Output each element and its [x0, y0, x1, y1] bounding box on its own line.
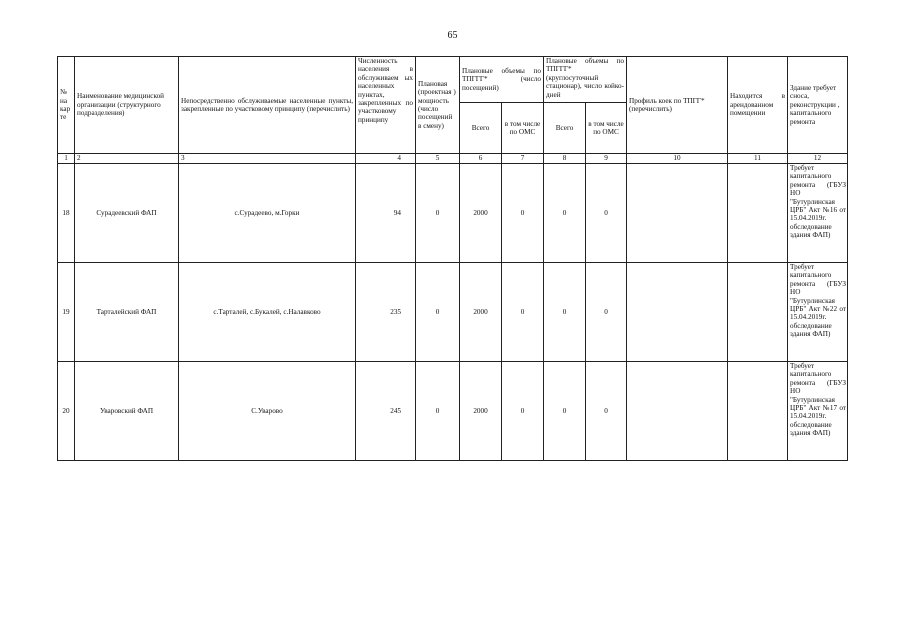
- population: 94: [356, 164, 416, 263]
- visits-total: 2000: [460, 164, 502, 263]
- table-row: [58, 164, 848, 263]
- column-number: 10: [627, 154, 728, 164]
- table-row: [58, 362, 848, 461]
- column-number: 11: [728, 154, 788, 164]
- settlements: С.Уварово: [179, 362, 356, 461]
- column-number: 6: [460, 154, 502, 164]
- column-number: 2: [75, 154, 179, 164]
- header-rented: Находится в арендованном помещении: [728, 57, 788, 154]
- header-visits-total: Всего: [460, 103, 502, 154]
- header-visits-oms: в том числе по ОМС: [502, 103, 544, 154]
- capacity: 0: [416, 164, 460, 263]
- header-bed-profile: Профиль коек по ТПГГ* (перечислить): [627, 57, 728, 154]
- column-number: 12: [788, 154, 848, 164]
- rented: [728, 362, 788, 461]
- row-number: 18: [58, 164, 75, 263]
- organization-name: Уваровский ФАП: [75, 362, 179, 461]
- column-number: 3: [179, 154, 356, 164]
- header-settlements: Непосредственно обслуживаемые населенные пункты, закрепленные по участковому принципу (перечислить): [179, 57, 356, 154]
- column-number: 1: [58, 154, 75, 164]
- header-card-number: № на кар те: [58, 57, 75, 154]
- settlements: с.Тарталей, с.Букалей, с.Налавково: [179, 263, 356, 362]
- population: 235: [356, 263, 416, 362]
- reconstruction-note: Требует капитального ремонта (ГБУЗ НО "Бутурлинская ЦРБ" Акт №22 от 15.04.2019г. обследование здания ФАП): [788, 263, 848, 362]
- bed-profile: [627, 263, 728, 362]
- beds-oms: 0: [586, 164, 627, 263]
- header-organization: Наименование медицинской организации (структурного подразделения): [75, 57, 179, 154]
- settlements: с.Сурадеево, м.Горки: [179, 164, 356, 263]
- rented: [728, 164, 788, 263]
- capacity: 0: [416, 362, 460, 461]
- header-beds-total: Всего: [544, 103, 586, 154]
- beds-total: 0: [544, 362, 586, 461]
- header-beds-group: Плановые объемы по ТПГГГ* (круглосуточный стационар), число койко-дней: [544, 57, 627, 103]
- reconstruction-note: Требует капитального ремонта (ГБУЗ НО "Бутурлинская ЦРБ" Акт №17 от 15.04.2019г. обследование здания ФАП): [788, 362, 848, 461]
- reconstruction-note: Требует капитального ремонта (ГБУЗ НО "Бутурлинская ЦРБ" Акт №16 от 15.04.2019г. обследование здания ФАП): [788, 164, 848, 263]
- page-number: 65: [447, 30, 458, 41]
- column-number: 9: [586, 154, 627, 164]
- header-visits-group: Плановые объемы по ТПГГГ* (число посещений): [460, 57, 544, 103]
- visits-oms: 0: [502, 362, 544, 461]
- column-number: 5: [416, 154, 460, 164]
- table-row: [58, 263, 848, 362]
- column-number: 8: [544, 154, 586, 164]
- fap-table: [57, 56, 848, 461]
- header-beds-oms: в том числе по ОМС: [586, 103, 627, 154]
- bed-profile: [627, 164, 728, 263]
- beds-oms: 0: [586, 362, 627, 461]
- beds-oms: 0: [586, 263, 627, 362]
- beds-total: 0: [544, 164, 586, 263]
- rented: [728, 263, 788, 362]
- row-number: 20: [58, 362, 75, 461]
- row-number: 19: [58, 263, 75, 362]
- column-number: 4: [356, 154, 416, 164]
- header-reconstruction: Здание требует сноса, реконструкции , капитального ремонта: [788, 57, 848, 154]
- header-capacity: Плановая (проектная ) мощность (число посещений в смену): [416, 57, 460, 154]
- visits-oms: 0: [502, 263, 544, 362]
- capacity: 0: [416, 263, 460, 362]
- visits-total: 2000: [460, 362, 502, 461]
- visits-oms: 0: [502, 164, 544, 263]
- bed-profile: [627, 362, 728, 461]
- organization-name: Сурадеевский ФАП: [75, 164, 179, 263]
- visits-total: 2000: [460, 263, 502, 362]
- column-number: 7: [502, 154, 544, 164]
- organization-name: Тарталейский ФАП: [75, 263, 179, 362]
- population: 245: [356, 362, 416, 461]
- header-population: Численность населения в обслуживаем ых населенных пунктах, закрепленных по участковому принципу: [356, 57, 416, 154]
- beds-total: 0: [544, 263, 586, 362]
